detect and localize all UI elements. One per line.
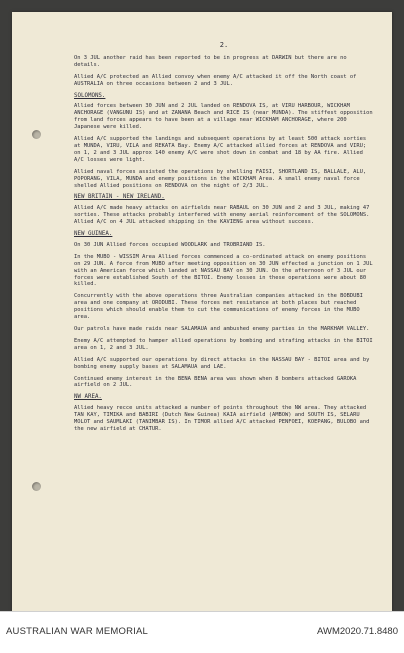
paragraph: On 30 JUN Allied forces occupied WOODLARK and TROBRIAND IS. (74, 241, 266, 248)
paragraph: Allied A/C supported the landings and subsequent operations by at least 500 attack sorties at MUNDA, VIRU, VILA and REKATA Bay. Enemy A/C attacked allied forces at RENDOVA and VIRU; on 1, 2 and 3 JUL approx 140 enemy A/C were shot down in combat and 18 by AA fire. Allied A/C losses were light. (74, 136, 367, 163)
document-page (12, 12, 392, 612)
paragraph: Enemy A/C attempted to hamper allied operations by bombing and strafing attacks in the BITOI area on 1, 2 and 3 JUL. (74, 337, 373, 351)
paragraph: Allied A/C made heavy attacks on airfields near RABAUL on 30 JUN and 2 and 3 JUL, making 47 sorties. These attacks probably interfered with enemy aerial reinforcement of the SOLOMONS. Allied A/C on 4 JUL attacked shipping in the KAVIENG area without success. (74, 205, 370, 226)
paragraph: Allied heavy recce units attacked a number of points throughout the NW area. They attacked TAN KAY, TIMIKA and BABIRI (Dutch New Guinea) KAIA airfield (AMBOW) and SOUTH IS, SELARU MOLOT and SAUMLAKI (TANIMBAR IS). In TIMOR allied A/C attacked PENFOEI, KOEPANG, BULOBO and the new airfield at CHATUR. (74, 405, 370, 432)
punch-hole (32, 130, 41, 139)
page-number: 2. (219, 41, 229, 49)
section-heading: NEW BRITAIN - NEW IRELAND. (74, 194, 165, 201)
paragraph: In the MUBO - WISSIM Area Allied forces commenced a co-ordinated attack on enemy positions on 29 JUN. A force from MUBO after meeting opposition on 30 JUN effected a junction on 1 JUL with an American force which landed at NASSAU BAY on 30 JUN. On the afternoon of 3 JUL our forces were established South of the BITOI. Enemy losses in these operations were about 80 killed. (74, 253, 373, 288)
paragraph: On 3 JUL another raid has been reported to be in progress at DARWIN but there are no details. (74, 54, 347, 68)
paragraph: Allied A/C supported our operations by direct attacks in the NASSAU BAY - BITOI area and by bombing enemy supply bases at SALAMAUA and LAE. (74, 356, 370, 370)
section-heading: SOLOMONS. (74, 92, 106, 99)
paragraph: Continued enemy interest in the BENA BENA area was shown when 8 bombers attacked GAROKA airfield on 2 JUL. (74, 375, 357, 389)
paragraph: Allied naval forces assisted the operations by shelling FAISI, SHORTLAND IS, BALLALE, ALU, POPORANG, VILA, MUNDA and enemy positions in the WICKHAM Area. A small enemy naval force shelled Allied positions on RENDOVA on the night of 2/3 JUL. (74, 168, 367, 189)
paragraph: Allied forces between 30 JUN and 2 JUL landed on RENDOVA IS, at VIRU HARBOUR, WICKHAM ANCHORAGE (VANGUNU IS) and at ZANANA Beach and RICE IS (near MUNDA). The stiffest opposition from land forces appears to have been at a village near WICKHAM ANCHORAGE, where 200 Japanese were killed. (74, 103, 373, 131)
document-text (74, 55, 374, 433)
paragraph: Allied A/C protected an Allied convoy when enemy A/C attacked it off the North coast of AUSTRALIA on three occasions between 2 and 3 JUL. (74, 73, 357, 87)
paragraph: Concurrently with the above operations three Australian companies attacked in the BOBDUBI area and one company at ORODUBI. These forces met resistance at both places but reached positions which should enable them to cut the communications of enemy forces in the MUBO area. (74, 293, 363, 321)
archive-footer (0, 611, 404, 653)
section-heading: NW AREA. (74, 394, 102, 401)
paragraph: Our patrols have made raids near SALAMAUA and ambushed enemy parties in the MARKHAM VALLEY. (74, 326, 370, 332)
accession-number: AWM2020.71.8480 (317, 626, 398, 637)
punch-hole (32, 482, 41, 491)
institution-name: AUSTRALIAN WAR MEMORIAL (6, 626, 149, 637)
section-heading: NEW GUINEA. (74, 231, 113, 238)
document-body (74, 42, 374, 438)
